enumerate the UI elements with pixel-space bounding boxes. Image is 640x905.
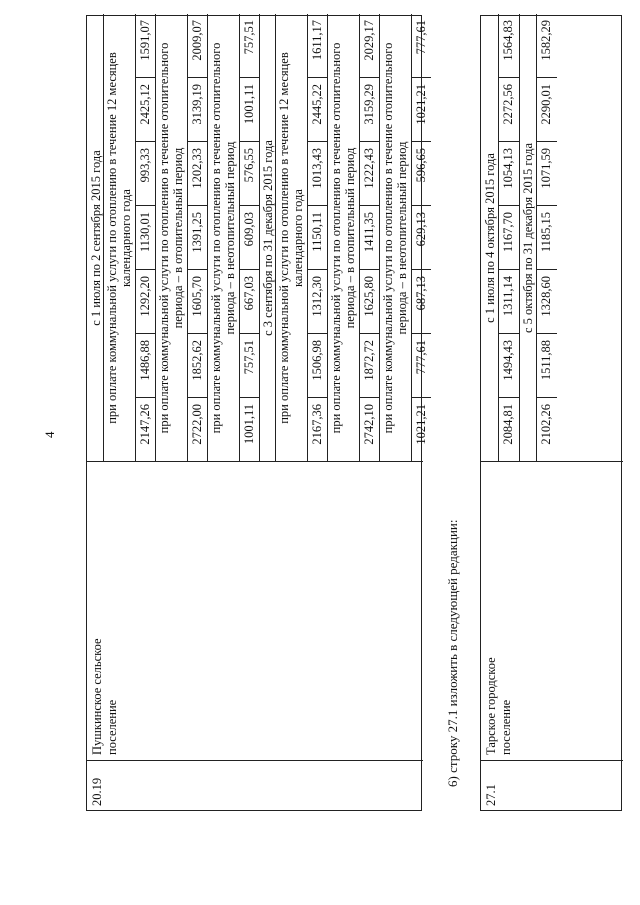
tariff-value: 1150,11 — [310, 212, 324, 252]
tariff-value: 1494,43 — [501, 340, 515, 381]
period-title: с 1 июля по 2 сентября 2015 года — [89, 150, 103, 326]
tariff-value: 1582,29 — [539, 20, 553, 61]
row-divider — [259, 14, 260, 462]
value-divider — [536, 205, 557, 206]
row-number: 27.1 — [484, 784, 498, 806]
row-divider — [379, 14, 380, 462]
settlement-name-line: поселение — [105, 699, 119, 755]
row-divider — [275, 14, 276, 462]
period-title: с 1 июля по 4 октября 2015 года — [483, 153, 497, 323]
row-divider — [411, 14, 412, 462]
tariff-value: 2147,26 — [138, 404, 152, 445]
row-divider — [307, 14, 308, 462]
value-divider — [359, 77, 379, 78]
tariff-value: 1872,72 — [362, 340, 376, 381]
value-divider — [187, 77, 207, 78]
settlement-name-line: Тарское городское — [484, 657, 498, 755]
value-divider — [411, 397, 431, 398]
value-divider — [187, 333, 207, 334]
value-divider — [498, 141, 519, 142]
column-divider — [87, 461, 423, 462]
tariff-value: 1001,11 — [242, 404, 256, 445]
value-divider — [536, 333, 557, 334]
tariff-value: 2029,17 — [362, 20, 376, 61]
value-divider — [307, 77, 327, 78]
condition-text: при оплате коммунальной услуги по отоплению в течение отопительного — [209, 42, 223, 434]
value-divider — [498, 205, 519, 206]
tariff-value: 1311,14 — [501, 276, 515, 317]
value-divider — [359, 333, 379, 334]
tariff-value: 1506,98 — [310, 340, 324, 381]
value-divider — [239, 397, 259, 398]
page-number: 4 — [42, 431, 57, 438]
value-divider — [187, 269, 207, 270]
tariff-value: 1021,21 — [414, 84, 428, 125]
value-divider — [239, 205, 259, 206]
value-divider — [359, 205, 379, 206]
tariff-value: 2272,56 — [501, 84, 515, 125]
tariff-value: 1185,15 — [539, 212, 553, 253]
value-divider — [498, 77, 519, 78]
tariff-value: 1591,07 — [138, 20, 152, 61]
tariff-value: 1202,33 — [190, 148, 204, 189]
row-divider — [519, 14, 520, 462]
tariff-value: 1054,13 — [501, 148, 515, 189]
value-divider — [239, 333, 259, 334]
amendment-instruction: 6) строку 27.1 изложить в следующей редакции: — [445, 519, 460, 787]
value-divider — [135, 269, 155, 270]
column-divider — [481, 461, 623, 462]
tariff-value: 1511,88 — [539, 340, 553, 381]
value-divider — [135, 333, 155, 334]
tariff-value: 2290,01 — [539, 84, 553, 125]
row-divider — [187, 14, 188, 462]
tariff-value: 1486,88 — [138, 340, 152, 381]
row-divider — [103, 14, 104, 462]
tariff-value: 1391,25 — [190, 212, 204, 253]
tariff-value: 2084,81 — [501, 404, 515, 445]
condition-text: календарного года — [119, 189, 133, 287]
row-divider — [327, 14, 328, 462]
tariff-value: 1625,80 — [362, 276, 376, 317]
tariff-value: 757,51 — [242, 20, 256, 55]
tariff-value: 757,51 — [242, 340, 256, 375]
tariff-value: 1292,20 — [138, 276, 152, 317]
row-divider — [135, 14, 136, 462]
tariff-value: 993,33 — [138, 148, 152, 183]
value-divider — [135, 397, 155, 398]
tariff-value: 609,03 — [242, 212, 256, 247]
value-divider — [187, 205, 207, 206]
value-divider — [536, 397, 557, 398]
tariff-value: 1071,59 — [539, 148, 553, 189]
tariff-value: 1411,35 — [362, 212, 376, 253]
tariff-value: 1611,17 — [310, 20, 324, 61]
row-divider — [155, 14, 156, 462]
value-divider — [135, 77, 155, 78]
tariff-value: 576,55 — [242, 148, 256, 183]
tariff-value: 1328,60 — [539, 276, 553, 317]
settlement-name-line: Пушкинское сельское — [90, 638, 104, 755]
condition-text: периода – в отопительный период — [171, 147, 185, 329]
tariff-value: 1852,62 — [190, 340, 204, 381]
condition-text: периода – в неотопительный период — [223, 141, 237, 335]
value-divider — [359, 269, 379, 270]
value-divider — [536, 269, 557, 270]
value-divider — [536, 77, 557, 78]
tariff-value: 2425,12 — [138, 84, 152, 125]
tariff-value: 2722,00 — [190, 404, 204, 445]
tariff-value: 1605,70 — [190, 276, 204, 317]
value-divider — [187, 141, 207, 142]
condition-text: периода – в отопительный период — [343, 147, 357, 329]
value-divider — [135, 141, 155, 142]
value-divider — [239, 269, 259, 270]
tariff-value: 3159,29 — [362, 84, 376, 125]
value-divider — [307, 141, 327, 142]
value-divider — [498, 333, 519, 334]
tariff-value: 2009,07 — [190, 20, 204, 61]
tariff-value: 1167,70 — [501, 212, 515, 253]
tariff-value: 1222,43 — [362, 148, 376, 189]
tariff-value: 596,65 — [414, 148, 428, 183]
tariff-value: 1312,30 — [310, 276, 324, 317]
condition-text: календарного года — [291, 189, 305, 287]
tariff-value: 667,03 — [242, 276, 256, 311]
tariff-value: 1013,43 — [310, 148, 324, 189]
value-divider — [135, 205, 155, 206]
condition-text: периода – в неотопительный период — [395, 141, 409, 335]
value-divider — [307, 333, 327, 334]
tariff-table-27-1 — [480, 15, 622, 811]
value-divider — [359, 397, 379, 398]
value-divider — [411, 77, 431, 78]
value-divider — [239, 77, 259, 78]
row-divider — [359, 14, 360, 462]
settlement-name-line: поселение — [499, 699, 513, 755]
tariff-value: 1130,01 — [138, 212, 152, 253]
value-divider — [187, 397, 207, 398]
value-divider — [498, 397, 519, 398]
tariff-value: 1001,11 — [242, 84, 256, 125]
value-divider — [411, 205, 431, 206]
tariff-value: 3139,19 — [190, 84, 204, 125]
value-divider — [359, 141, 379, 142]
column-divider — [87, 760, 423, 761]
row-divider — [239, 14, 240, 462]
value-divider — [411, 333, 431, 334]
tariff-value: 2167,36 — [310, 404, 324, 445]
period-title: с 3 сентября по 31 декабря 2015 года — [261, 140, 275, 336]
tariff-value: 687,13 — [414, 276, 428, 311]
tariff-value: 2742,10 — [362, 404, 376, 445]
tariff-value: 2445,22 — [310, 84, 324, 125]
value-divider — [498, 269, 519, 270]
column-divider — [481, 760, 623, 761]
row-number: 20.19 — [90, 777, 104, 806]
row-divider — [498, 14, 499, 462]
tariff-value: 1564,83 — [501, 20, 515, 61]
condition-text: при оплате коммунальной услуги по отоплению в течение отопительного — [157, 42, 171, 434]
value-divider — [307, 205, 327, 206]
period-title: с 5 октября по 31 декабря 2015 года — [521, 143, 535, 333]
value-divider — [411, 269, 431, 270]
condition-text: при оплате коммунальной услуги по отоплению в течение 12 месяцев — [277, 52, 291, 424]
condition-text: при оплате коммунальной услуги по отоплению в течение отопительного — [381, 42, 395, 434]
tariff-value: 629,13 — [414, 212, 428, 247]
tariff-value: 2102,26 — [539, 404, 553, 445]
tariff-table-20-19 — [86, 15, 428, 811]
condition-text: при оплате коммунальной услуги по отоплению в течение отопительного — [329, 42, 343, 434]
tariff-value: 1021,21 — [414, 404, 428, 445]
condition-text: при оплате коммунальной услуги по отоплению в течение 12 месяцев — [105, 52, 119, 424]
value-divider — [307, 397, 327, 398]
tariff-value: 777,61 — [414, 340, 428, 375]
value-divider — [411, 141, 431, 142]
tariff-value: 777,61 — [414, 20, 428, 55]
value-divider — [307, 269, 327, 270]
row-divider — [207, 14, 208, 462]
value-divider — [536, 141, 557, 142]
row-divider — [536, 14, 537, 462]
value-divider — [239, 141, 259, 142]
